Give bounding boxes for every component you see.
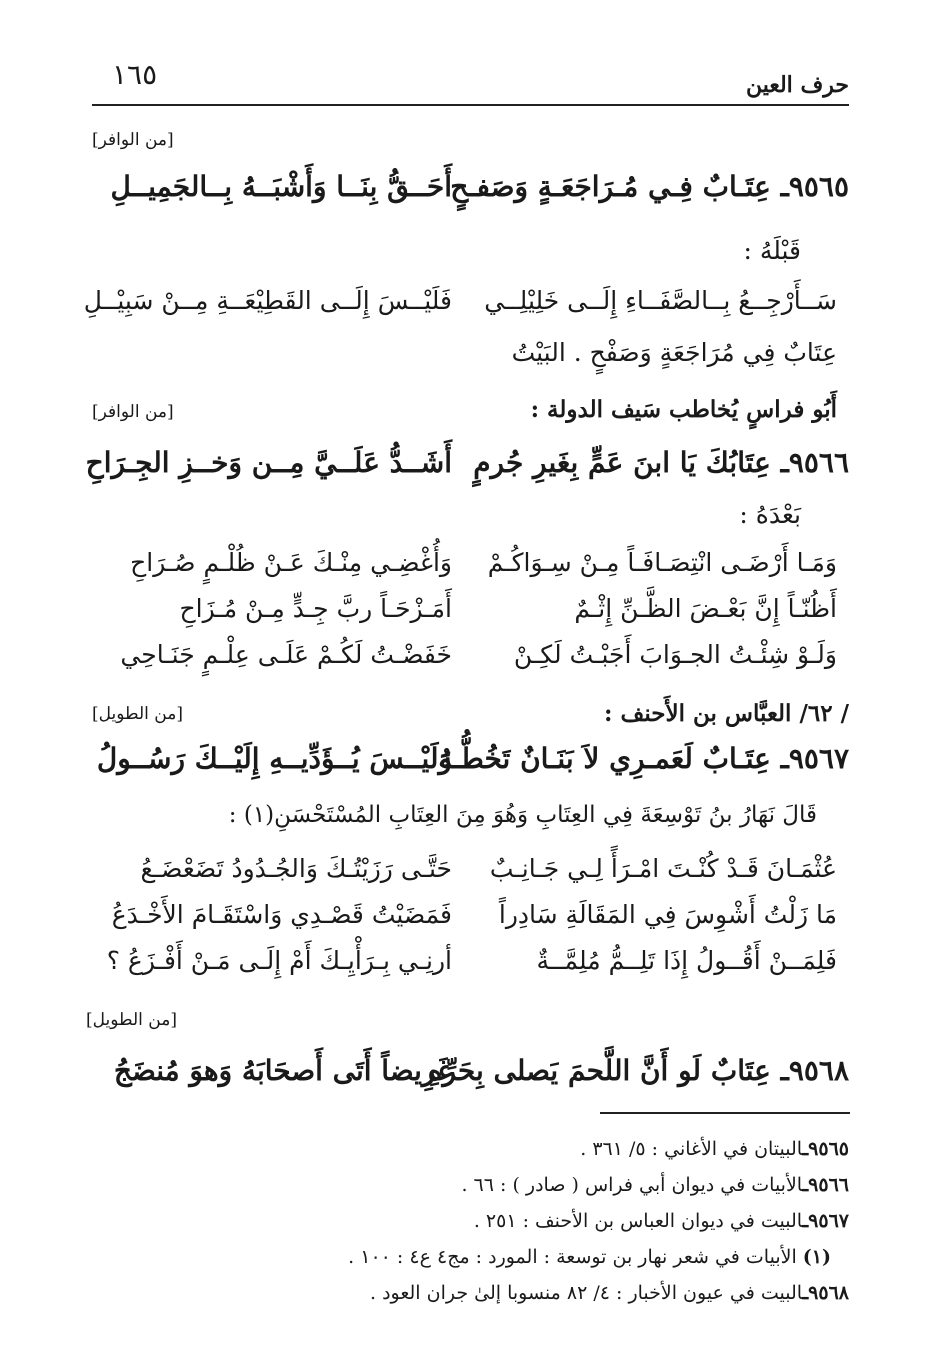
verse-line bbox=[92, 594, 849, 634]
verse-9568 bbox=[92, 1054, 849, 1098]
entry-number: ٩٥٦٦ـ bbox=[780, 446, 849, 479]
footnote-text: البيت في ديوان العباس بن الأحنف : ٢٥١ . bbox=[473, 1210, 803, 1232]
verse-second-hemistich: أَحَــقُّ بِنَــا وَأَشْبَــهُ بِــالجَمِيــلِ bbox=[110, 170, 452, 203]
verse-first-hemistich: عُثْمَـانَ قَـدْ كُنْـتَ امْـرَأً لِـي جَـانِـبٌ bbox=[489, 854, 837, 883]
after-label: بَعْدَهُ : bbox=[739, 500, 801, 529]
verse-second-hemistich: فَمَضَيْتُ قَصْـدِي وَاسْتَقَـامَ الأَخْـدَعُ bbox=[111, 900, 452, 929]
footnote-number: ٩٥٦٥ـ bbox=[802, 1138, 849, 1160]
narrative-intro: قَالَ نَهَارُ بنُ تَوْسِعَةَ فِي العِتَابِ وَهُوَ مِنَ العِتَابِ المُسْتَحْسَنِ(١) : bbox=[228, 802, 817, 828]
meter-label: [من الوافر] bbox=[92, 402, 174, 422]
before-label: قَبْلَهُ : bbox=[743, 236, 801, 265]
verse-first-hemistich: وَمَـا أَرْضَـى انْتِصَـافَـاً مِـنْ سِـوَاكُـمْ bbox=[487, 548, 837, 577]
footnote bbox=[348, 1246, 831, 1268]
footnote-number: (١) bbox=[802, 1246, 831, 1268]
verse-second-hemistich: أَشَــدُّ عَلَــيَّ مِــن وَخــزِ الجِـرَاحِ bbox=[85, 446, 452, 479]
footnote bbox=[580, 1138, 849, 1160]
verse-first-hemistich: فَلِمَــنْ أَقُــولُ إِذَا تَلِــمُّ مُلِمَّــةٌ bbox=[536, 946, 837, 975]
footnote-text: الأبيات في ديوان أبي فراس ( صادر ) : ٦٦ . bbox=[461, 1174, 803, 1196]
after-label-row bbox=[92, 500, 849, 534]
footnote bbox=[461, 1174, 849, 1196]
previous-verse bbox=[83, 286, 849, 326]
verse-line bbox=[92, 946, 849, 986]
chapter-title: حرف العين bbox=[745, 72, 849, 98]
footnote-text: البيت في عيون الأخبار : ٤/ ٨٢ منسوبا إلىٰ جران العود . bbox=[370, 1282, 803, 1304]
entry-number: ٩٥٦٥ـ bbox=[780, 170, 849, 203]
meter-label: [من الطويل] bbox=[92, 704, 183, 724]
footnote-text: الأبيات في شعر نهار بن توسعة : المورد : مج٤ ع٤ : ١٠٠ . bbox=[348, 1246, 797, 1268]
verse-second-hemistich: فَلَيْــسَ إِلَــى القَطِيْعَــةِ مِــنْ سَبِيْــلِ bbox=[83, 286, 452, 315]
verse-line bbox=[92, 640, 849, 680]
verse-second-hemistich: حَتَّـى رَزَيْتُـكَ وَالجُـدُودُ تَضَعْضَـعُ bbox=[140, 854, 452, 883]
verse-first-hemistich: سَــأَرْجِــعُ بِــالصَّفَــاءِ إِلَــى خَلِيْلِــي bbox=[484, 286, 837, 315]
footnote-number: ٩٥٦٨ـ bbox=[802, 1282, 849, 1304]
intro-row bbox=[92, 396, 849, 430]
verse-second-hemistich: وَلَيْــسَ يُــؤَدِّيــهِ إِلَيْــكَ رَسُــولُ bbox=[96, 742, 452, 775]
verse-9566 bbox=[85, 446, 849, 490]
verse-first-hemistich: أَظُنّـاً إِنَّ بَعْـضَ الظَّـنِّ إِثْـمٌ bbox=[574, 594, 837, 623]
poet-intro: / ٦٢/ العبَّاس بن الأَحنف : bbox=[604, 700, 849, 727]
verse-second-hemistich: وَأُغْضِـي مِنْـكَ عَـنْ ظُلْـمٍ صُـرَاحِ bbox=[130, 548, 452, 577]
verse-line bbox=[92, 900, 849, 940]
verse-second-hemistich: أرنِـي بِـرَأْيِـكَ أَمْ إِلَـى مَـنْ أَفْـزَعُ ؟ bbox=[106, 946, 452, 975]
verse-first-hemistich: ٩٥٦٨ـ عِتَابٌ لَو أَنَّ اللَّحمَ يَصلى بِحَرِّهِ bbox=[427, 1054, 849, 1087]
header-rule bbox=[92, 104, 849, 106]
page-number: ١٦٥ bbox=[112, 58, 158, 91]
verse-first-hemistich: ٩٥٦٦ـ عِتَابُكَ يَا ابنَ عَمٍّ بِغَيرِ جُرمٍ bbox=[473, 446, 849, 479]
meter-label-row bbox=[86, 1010, 849, 1034]
footnote-number: ٩٥٦٧ـ bbox=[802, 1210, 849, 1232]
entry-number: ٩٥٦٨ـ bbox=[780, 1054, 849, 1087]
footnote-number: ٩٥٦٦ـ bbox=[802, 1174, 849, 1196]
meter-label-row bbox=[92, 130, 849, 154]
verse-9567 bbox=[92, 742, 849, 786]
intro-row bbox=[92, 802, 849, 838]
repeat-line-row bbox=[92, 338, 849, 378]
verse-first-hemistich: وَلَـوْ شِئْـتُ الجـوَابَ أَجَبْـتُ لَكِـنْ bbox=[513, 640, 837, 669]
verse-second-hemistich: غَرِيضاً أَتَى أَصحَابَهُ وَهوَ مُنضَجُ bbox=[113, 1054, 452, 1087]
poet-intro: أَبُو فراسٍ يُخاطب سَيف الدولة : bbox=[530, 396, 837, 423]
footnote bbox=[474, 1210, 849, 1232]
verse-second-hemistich: خَفَضْـتُ لَكُـمْ عَلَـى عِلْـمٍ جَنَـاحِي bbox=[120, 640, 452, 669]
verse-second-hemistich: أَمَـزْحَـاً ربَّ جِـدٍّ مِـنْ مُـزَاحِ bbox=[179, 594, 452, 623]
verse-line bbox=[92, 854, 849, 894]
running-head bbox=[92, 58, 849, 98]
footnote-rule bbox=[600, 1112, 850, 1114]
footnote-text: البيتان في الأغاني : ٥/ ٣٦١ . bbox=[580, 1138, 803, 1160]
verse-first-hemistich: ٩٥٦٧ـ عِتَـابٌ لَعَمـرِي لاَ بَنَـانٌ تَخُطُّـهُ bbox=[438, 742, 849, 775]
verse-9565 bbox=[92, 170, 849, 214]
meter-label: [من الوافر] bbox=[92, 130, 174, 150]
intro-row bbox=[92, 700, 849, 734]
entry-number: ٩٥٦٧ـ bbox=[780, 742, 849, 775]
meter-label: [من الطويل] bbox=[86, 1010, 177, 1030]
verse-line bbox=[92, 548, 849, 588]
repeat-line: عِتَابٌ فِي مُرَاجَعَةٍ وَصَفْحٍ . البَيْتُ bbox=[511, 338, 837, 367]
verse-first-hemistich: مَا زَلْتُ أَشْوِسَ فِي المَقَالَةِ سَادِراً bbox=[498, 900, 837, 929]
footnote bbox=[370, 1282, 849, 1304]
verse-first-hemistich: ٩٥٦٥ـ عِتَـابٌ فِـي مُـرَاجَعَـةٍ وَصَفـحٍ bbox=[450, 170, 849, 203]
before-label-row bbox=[92, 236, 849, 270]
